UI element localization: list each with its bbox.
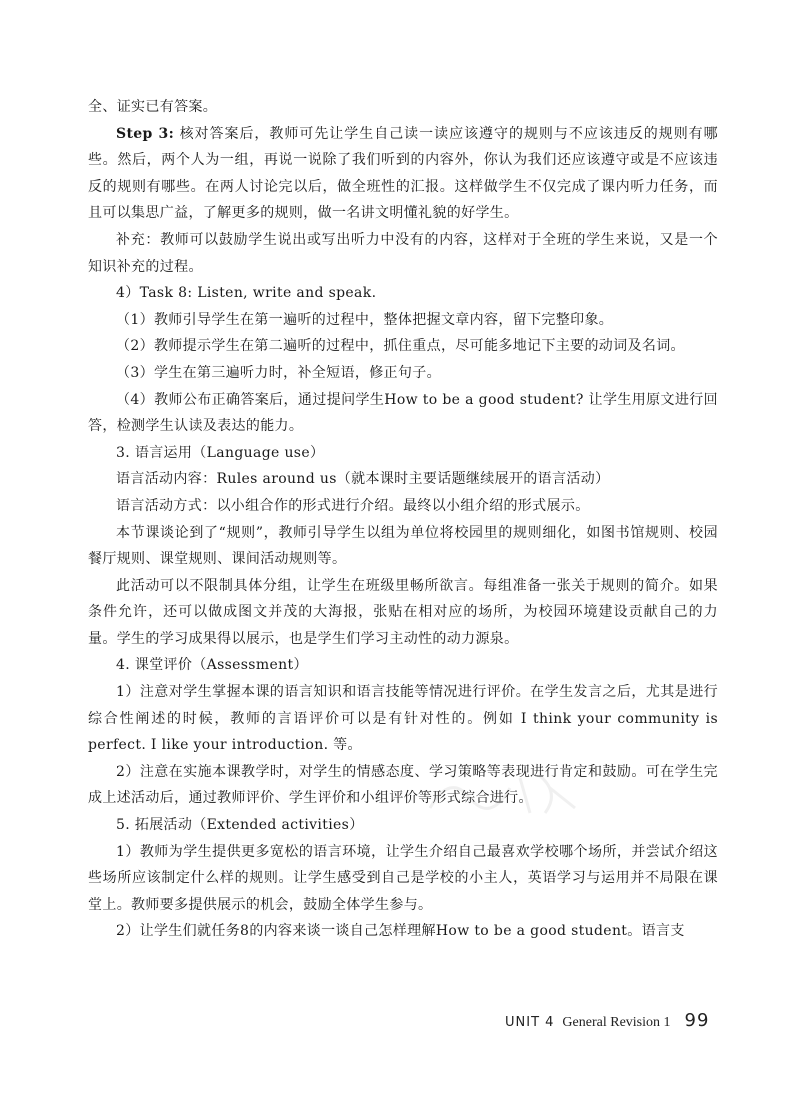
step3-lead: Step 3: [116,125,175,142]
paragraph-extended-2: 2）让学生们就任务8的内容来谈一谈自己怎样理解How to be a good student。语言支 [116,923,685,940]
page-body [88,94,718,945]
paragraph-task8-step3: （3）学生在第三遍听力时，补全短语，修正句子。 [116,364,441,381]
footer-title: General Revision 1 [562,1015,671,1030]
page-number: 99 [684,1010,710,1031]
paragraph-1: 全、证实已有答案。 [88,99,218,115]
paragraph-step3 [88,121,718,227]
paragraph-assessment-2: 2）注意在实施本课教学时，对学生的情感态度、学习策略等表现进行肯定和鼓励。可在学生完成上述活动后，通过教师评价、学生评价和小组评价等形式综合进行。 [88,763,718,807]
step3-text: 核对答案后，教师可先让学生自己读一读应该遵守的规则与不应该违反的规则有哪些。然后，两个人为一组，再说一说除了我们听到的内容外，你认为我们还应该遵守或是不应该违反的规则有哪些。在两人讨论完以后，做全班性的汇报。这样做学生不仅完成了课内听力任务，而且可以集思广益，了解更多的规则，做一名讲文明懂礼貌的好学生。 [88,125,718,222]
paragraph-activity-content: 语言活动内容：Rules around us（就本课时主要话题继续展开的语言活动） [116,471,610,488]
paragraph-assessment-1: 1）注意对学生掌握本课的语言知识和语言技能等情况进行评价。在学生发言之后，尤其是进行综合性阐述的时候，教师的言语评价可以是有针对性的。例如 I think your community is perfect. I like your introduction. 等。 [88,684,718,754]
paragraph-activity-method: 语言活动方式：以小组合作的形式进行介绍。最终以小组介绍的形式展示。 [116,497,590,514]
heading-language-use: 3. 语言运用（Language use） [116,444,325,461]
paragraph-task8-step2: （2）教师提示学生在第二遍听的过程中，抓住重点，尽可能多地记下主要的动词及名词。 [116,338,685,355]
paragraph-task8-step1: （1）教师引导学生在第一遍听的过程中，整体把握文章内容，留下完整印象。 [116,311,614,328]
paragraph-task8: 4）Task 8: Listen, write and speak. [116,285,377,302]
paragraph-task8-step4: （4）教师公布正确答案后，通过提问学生How to be a good student? 让学生用原文进行回答，检测学生认读及表达的能力。 [88,391,718,435]
paragraph-activity-details: 此活动可以不限制具体分组，让学生在班级里畅所欲言。每组准备一张关于规则的简介。如果条件允许，还可以做成图文并茂的大海报，张贴在相对应的场所，为校园环境建设贡献自己的力量。学生的学习成果得以展示，也是学生们学习主动性的动力源泉。 [88,577,718,647]
heading-assessment: 4. 课堂评价（Assessment） [116,657,308,674]
paragraph-supplement: 补充：教师可以鼓励学生说出或写出听力中没有的内容，这样对于全班的学生来说，又是一个知识补充的过程。 [88,231,718,275]
paragraph-rules-topic: 本节课谈论到了“规则”，教师引导学生以组为单位将校园里的规则细化，如图书馆规则、校园餐厅规则、课堂规则、课间活动规则等。 [88,524,718,568]
watermark-graphic [420,768,580,818]
footer-unit: UNIT 4 [505,1015,555,1030]
paragraph-extended-1: 1）教师为学生提供更多宽松的语言环境，让学生介绍自己最喜欢学校哪个场所，并尝试介绍这些场所应该制定什么样的规则。让学生感受到自己是学校的小主人，英语学习与运用并不局限在课堂上。教师要多提供展示的机会，鼓励全体学生参与。 [88,843,718,913]
page-footer [505,1010,709,1031]
heading-extended-activities: 5. 拓展活动（Extended activities） [116,817,364,834]
